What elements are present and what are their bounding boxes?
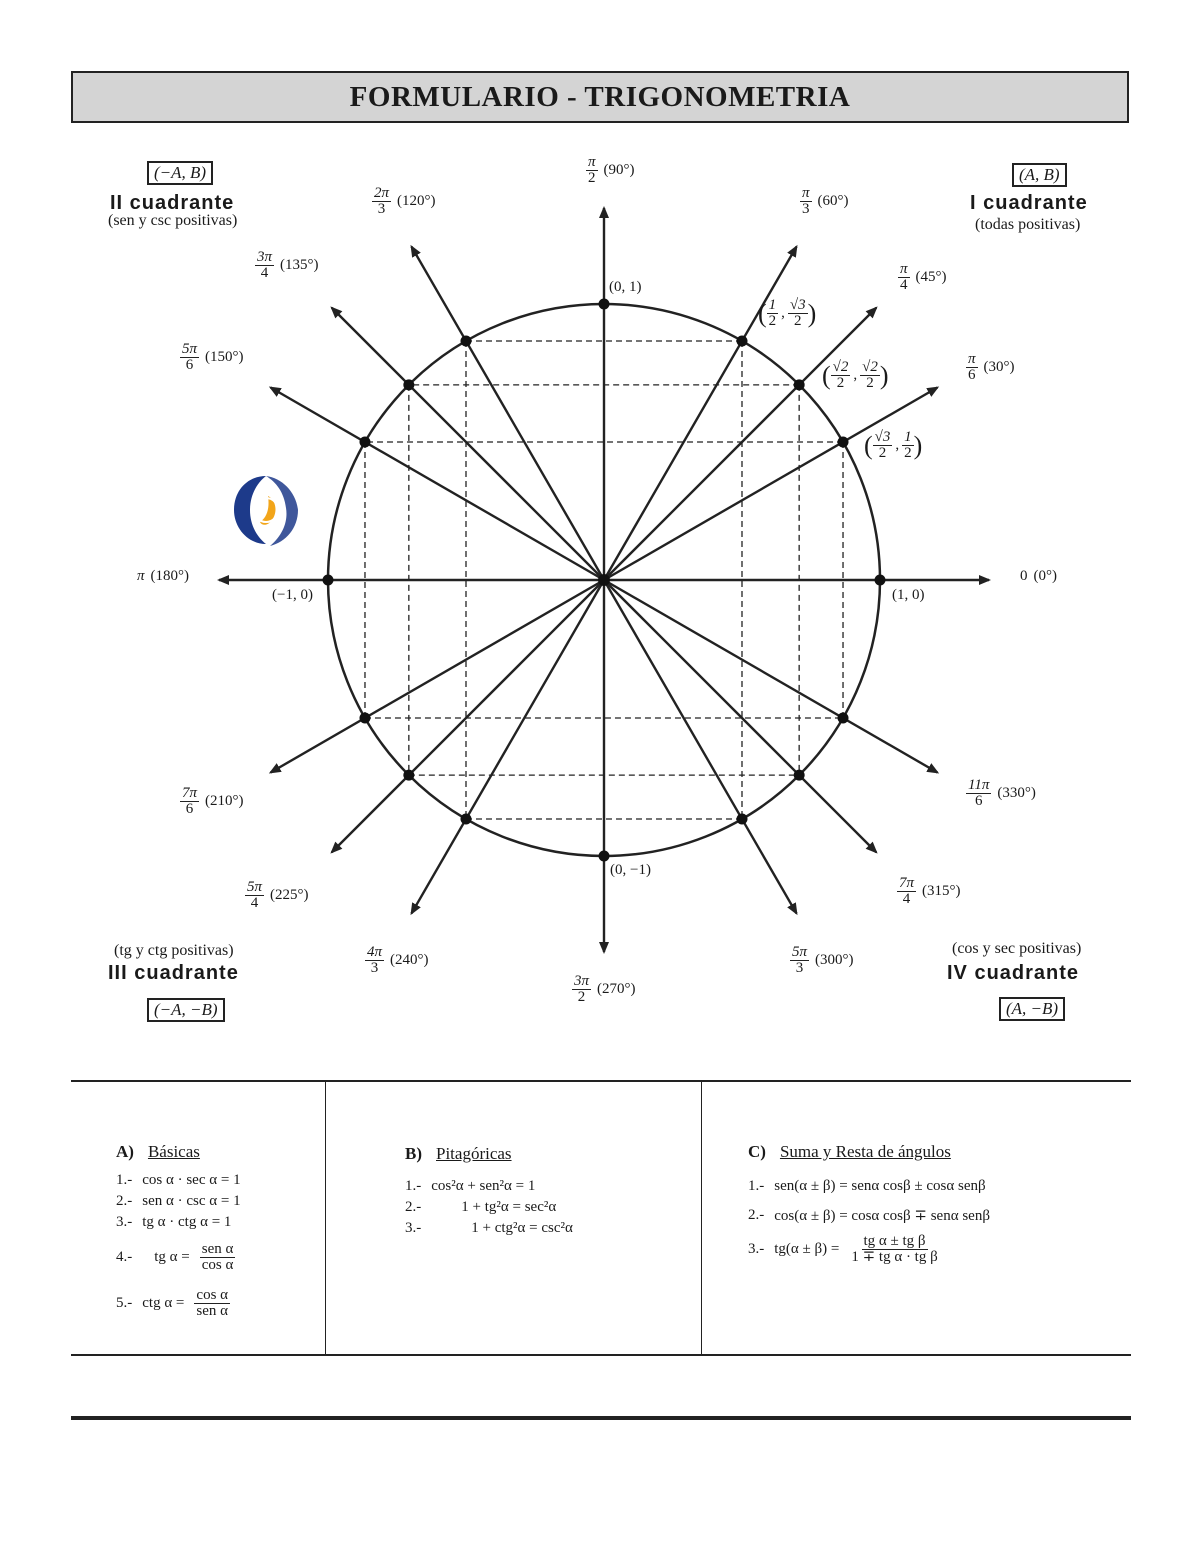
formula-text: cos α · sec α = 1 — [142, 1172, 241, 1188]
unit-point-240 — [461, 814, 472, 825]
unit-point-60 — [737, 335, 748, 346]
formula-a2 — [116, 1193, 241, 1210]
angle-numerator: 7π — [182, 785, 198, 801]
angle-label-315 — [897, 876, 961, 907]
column-divider — [701, 1082, 702, 1354]
point-45-y-num: √2 — [862, 359, 878, 375]
angle-numerator: π — [588, 154, 596, 170]
formula-a5 — [116, 1288, 230, 1319]
formula-denominator: cos α — [201, 1257, 234, 1273]
angle-label-90 — [586, 155, 635, 186]
ray-135 — [332, 308, 604, 580]
section-a-title — [116, 1142, 200, 1162]
angle-fraction — [897, 876, 916, 907]
angle-degrees: (120°) — [397, 193, 436, 209]
angle-numerator: π — [968, 351, 976, 367]
angle-denominator: 4 — [900, 277, 908, 293]
angle-denominator: 2 — [588, 170, 596, 186]
formula-text: cos²α + sen²α = 1 — [431, 1178, 536, 1194]
formula-number: 1.- — [748, 1178, 765, 1194]
ray-315 — [604, 580, 876, 852]
angle-degrees: (225°) — [270, 887, 309, 903]
angle-numerator: 3π — [257, 249, 273, 265]
angle-label-270 — [572, 974, 636, 1005]
formula-b2 — [405, 1199, 556, 1216]
quadrant-3-note: (tg y ctg positivas) — [114, 942, 234, 959]
ray-120 — [412, 247, 605, 580]
bottom-rule — [71, 1416, 1131, 1420]
angle-denominator: 6 — [968, 367, 976, 383]
formula-text: 1 + tg²α = sec²α — [461, 1199, 557, 1215]
angle-numerator: 7π — [899, 875, 915, 891]
point-60-coord: ( $\frac{1}{2}$ , $\frac{√3}{2}$ ) — [758, 297, 817, 329]
angle-degrees: (150°) — [205, 349, 244, 365]
point-30-y-den: 2 — [904, 445, 912, 461]
angle-denominator: 3 — [802, 201, 810, 217]
formula-numerator: sen α — [201, 1241, 234, 1257]
point-30-y-num: 1 — [904, 429, 912, 445]
point-45-x-num: √2 — [832, 359, 849, 375]
column-divider — [325, 1082, 326, 1354]
formula-c3 — [748, 1234, 940, 1265]
angle-degrees: (330°) — [997, 785, 1036, 801]
formulas-table — [71, 1080, 1131, 1356]
angle-fraction — [790, 945, 809, 976]
section-c-name: Suma y Resta de ángulos — [779, 1142, 951, 1161]
unit-point-30 — [838, 437, 849, 448]
quadrant-1-name: I cuadrante — [970, 192, 1088, 214]
angle-numerator: 5π — [182, 341, 198, 357]
point-60-x-den: 2 — [768, 313, 777, 329]
angle-denominator: 4 — [902, 891, 911, 907]
angle-degrees: (300°) — [815, 952, 854, 968]
section-b-title — [405, 1144, 512, 1164]
formula-a4 — [116, 1242, 235, 1273]
angle-denominator: 4 — [250, 895, 259, 911]
formula-text: sen α · csc α = 1 — [142, 1193, 241, 1209]
university-logo-icon — [226, 470, 306, 550]
angle-radian: π — [137, 568, 145, 584]
formula-number: 2.- — [405, 1199, 422, 1215]
angle-label-135 — [255, 250, 319, 281]
quadrant-3-sign-box: (−A, −B) — [147, 998, 225, 1022]
unit-point-330 — [838, 713, 849, 724]
angle-fraction — [245, 880, 264, 911]
ray-60 — [604, 247, 797, 580]
angle-fraction — [255, 250, 274, 281]
angle-fraction — [372, 186, 391, 217]
formula-c1 — [748, 1178, 986, 1195]
unit-point-210 — [359, 713, 370, 724]
angle-degrees: (180°) — [150, 568, 190, 584]
unit-point-300 — [737, 814, 748, 825]
formula-numerator: tg α ± tg β — [863, 1233, 926, 1249]
angle-label-0 — [1020, 568, 1057, 585]
angle-numerator: 11π — [968, 777, 990, 793]
angle-fraction — [586, 155, 598, 186]
angle-fraction — [365, 945, 384, 976]
formula-text: 1 + ctg²α = csc²α — [471, 1220, 573, 1236]
angle-label-300 — [790, 945, 854, 976]
angle-numerator: 5π — [247, 879, 263, 895]
formula-denominator: sen α — [196, 1303, 229, 1319]
formula-b1 — [405, 1178, 535, 1195]
unit-point-45 — [794, 379, 805, 390]
angle-numerator: 2π — [374, 185, 390, 201]
page-title-bar — [71, 71, 1129, 123]
angle-label-30 — [966, 352, 1015, 383]
point-30-x-num: √3 — [874, 429, 891, 445]
angle-fraction — [898, 262, 910, 293]
quadrant-4-name: IV cuadrante — [947, 962, 1080, 984]
point-60-y-num: √3 — [789, 297, 806, 313]
point-30-x-den: 2 — [878, 445, 887, 461]
unit-point-270 — [599, 851, 610, 862]
point-60-x-num: 1 — [768, 297, 777, 313]
point-60-y-den: 2 — [794, 313, 802, 329]
quadrant-2-note: (sen y csc positivas) — [108, 212, 238, 229]
angle-label-225 — [245, 880, 309, 911]
angle-label-120 — [372, 186, 436, 217]
angle-degrees: (210°) — [205, 793, 244, 809]
ray-210 — [271, 580, 604, 773]
section-b-letter: B) — [405, 1144, 422, 1163]
formula-a3 — [116, 1214, 231, 1231]
unit-point-0 — [875, 575, 886, 586]
angle-fraction — [800, 186, 812, 217]
quadrant-1-sign-box: (A, B) — [1012, 163, 1067, 187]
angle-numerator: π — [802, 185, 810, 201]
angle-numerator: π — [900, 261, 908, 277]
quadrant-4-note: (cos y sec positivas) — [952, 940, 1082, 957]
angle-denominator: 3 — [795, 960, 804, 976]
formula-number: 3.- — [116, 1214, 133, 1230]
coord-left: (−1, 0) — [272, 587, 313, 603]
unit-point-225 — [403, 770, 414, 781]
point-30-coord: ( $\frac{√3}{2}$ , $\frac{1}{2}$ ) — [864, 429, 923, 461]
formula-text: cos(α ± β) = cosα cosβ ∓ senα senβ — [774, 1208, 990, 1224]
angle-degrees: (240°) — [390, 952, 429, 968]
section-a-letter: A) — [116, 1142, 134, 1161]
origin-point — [598, 574, 610, 586]
ray-30 — [604, 388, 937, 581]
angle-fraction — [966, 778, 991, 809]
point-45-x-den: 2 — [836, 375, 845, 391]
angle-fraction — [572, 974, 591, 1005]
ray-225 — [332, 580, 604, 852]
quadrant-4-sign-box: (A, −B) — [999, 997, 1065, 1021]
angle-numerator: 5π — [792, 944, 808, 960]
formula-number: 4.- — [116, 1249, 133, 1265]
coord-right: (1, 0) — [892, 587, 925, 603]
angle-denominator: 6 — [185, 357, 194, 373]
formula-number: 5.- — [116, 1295, 133, 1311]
angle-radian: 0 — [1020, 568, 1028, 584]
angle-label-180 — [137, 568, 189, 585]
angle-label-210 — [180, 786, 244, 817]
unit-point-315 — [794, 770, 805, 781]
formula-lhs: tg(α ± β) = — [774, 1241, 840, 1257]
angle-numerator: 4π — [367, 944, 383, 960]
unit-point-150 — [359, 437, 370, 448]
formula-number: 2.- — [748, 1207, 765, 1223]
quadrant-1-note: (todas positivas) — [975, 216, 1081, 233]
page-title: FORMULARIO - TRIGONOMETRIA — [349, 80, 851, 113]
formula-number: 3.- — [405, 1220, 422, 1236]
angle-label-60 — [800, 186, 849, 217]
angle-degrees: (60°) — [817, 193, 849, 209]
section-a-name: Básicas — [147, 1142, 200, 1161]
formula-text: sen(α ± β) = senα cosβ ± cosα senβ — [774, 1178, 986, 1194]
angle-denominator: 4 — [260, 265, 269, 281]
angle-denominator: 6 — [974, 793, 983, 809]
unit-point-135 — [403, 379, 414, 390]
ray-240 — [412, 580, 605, 913]
formula-number: 1.- — [405, 1178, 422, 1194]
quadrant-2-sign-box: (−A, B) — [147, 161, 213, 185]
angle-degrees: (315°) — [922, 883, 961, 899]
point-45-coord: ( $\frac{√2}{2}$ , $\frac{√2}{2}$ ) — [822, 359, 889, 391]
angle-denominator: 2 — [577, 989, 586, 1005]
unit-point-180 — [323, 575, 334, 586]
angle-denominator: 3 — [377, 201, 386, 217]
unit-point-120 — [461, 335, 472, 346]
angle-degrees: (135°) — [280, 257, 319, 273]
angle-fraction — [966, 352, 978, 383]
angle-label-150 — [180, 342, 244, 373]
coord-top: (0, 1) — [609, 279, 642, 295]
point-45-y-den: 2 — [866, 375, 874, 391]
section-c-letter: C) — [748, 1142, 766, 1161]
quadrant-2-name: II cuadrante — [110, 192, 235, 214]
quadrant-3-name: III cuadrante — [108, 962, 239, 984]
angle-denominator: 6 — [185, 801, 194, 817]
formula-denominator: 1 ∓ tg α · tg β — [851, 1249, 938, 1265]
formula-b3 — [405, 1220, 573, 1237]
formula-lhs: tg α = — [154, 1249, 190, 1265]
formula-number: 1.- — [116, 1172, 133, 1188]
ray-330 — [604, 580, 937, 773]
formula-c2 — [748, 1206, 990, 1225]
angle-degrees: (270°) — [597, 981, 636, 997]
formula-lhs: ctg α = — [142, 1295, 185, 1311]
angle-degrees: (0°) — [1033, 568, 1057, 584]
angle-degrees: (45°) — [915, 269, 947, 285]
angle-label-240 — [365, 945, 429, 976]
formula-number: 3.- — [748, 1241, 765, 1257]
angle-fraction — [180, 342, 199, 373]
angle-degrees: (90°) — [603, 162, 635, 178]
coord-bottom: (0, −1) — [610, 862, 651, 878]
angle-denominator: 3 — [370, 960, 379, 976]
unit-point-90 — [599, 299, 610, 310]
angle-fraction — [180, 786, 199, 817]
formula-number: 2.- — [116, 1193, 133, 1209]
angle-label-45 — [898, 262, 947, 293]
angle-numerator: 3π — [574, 973, 590, 989]
formula-a1 — [116, 1172, 241, 1189]
section-c-title — [748, 1142, 951, 1162]
angle-label-330 — [966, 778, 1036, 809]
formula-numerator: cos α — [196, 1287, 229, 1303]
angle-degrees: (30°) — [983, 359, 1015, 375]
ray-45 — [604, 308, 876, 580]
formula-text: tg α · ctg α = 1 — [142, 1214, 232, 1230]
section-b-name: Pitagóricas — [436, 1144, 512, 1163]
ray-150 — [271, 388, 604, 581]
